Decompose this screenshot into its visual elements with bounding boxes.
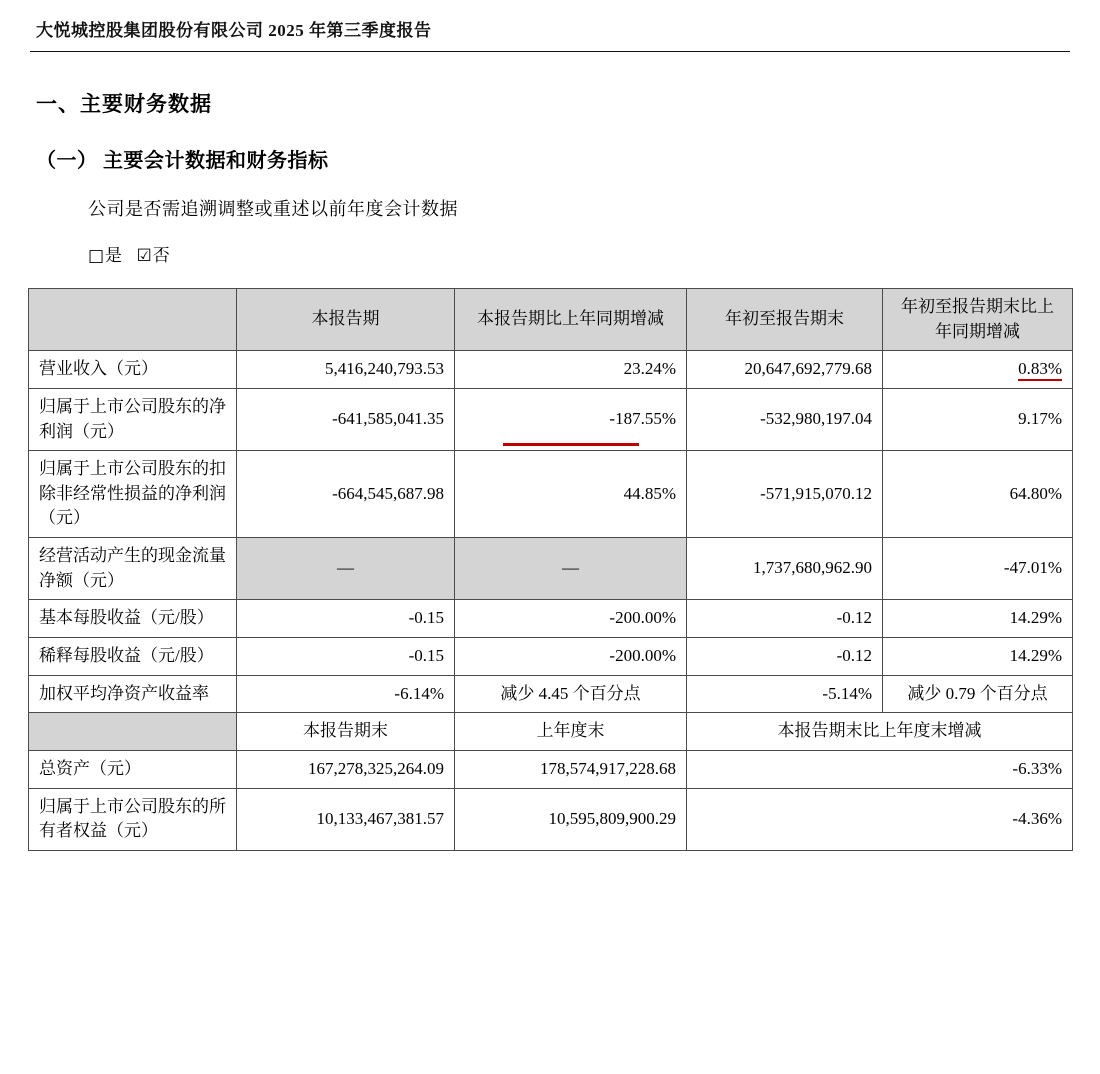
row-value-ytd-change: 减少 0.79 个百分点: [883, 675, 1073, 713]
row-value-ytd: -532,980,197.04: [687, 388, 883, 450]
row-value-current-change: 23.24%: [455, 351, 687, 389]
row-value-current-change: 减少 4.45 个百分点: [455, 675, 687, 713]
row-label: 总资产（元）: [29, 750, 237, 788]
row-value-ytd: -0.12: [687, 600, 883, 638]
table-row: [29, 451, 1073, 538]
highlighted-value: 0.83%: [1018, 359, 1062, 381]
row-value-current: -664,545,687.98: [237, 451, 455, 538]
row-value-ytd-change: 9.17%: [883, 388, 1073, 450]
row-value-current-change: -200.00%: [455, 600, 687, 638]
header-current-period: 本报告期: [237, 289, 455, 351]
row-value-ytd: 20,647,692,779.68: [687, 351, 883, 389]
row-value-current-change: -200.00%: [455, 638, 687, 676]
running-header: 大悦城控股集团股份有限公司 2025 年第三季度报告: [36, 21, 432, 40]
row-label: 稀释每股收益（元/股）: [29, 638, 237, 676]
table-row: [29, 351, 1073, 389]
row-value-current: -0.15: [237, 600, 455, 638]
value-text: -187.55%: [609, 409, 676, 429]
row-value-current-change: —: [455, 538, 687, 600]
row-label: 归属于上市公司股东的扣除非经常性损益的净利润（元）: [29, 451, 237, 538]
retrospective-question: 公司是否需追溯调整或重述以前年度会计数据: [88, 199, 458, 219]
row-value-change: -4.36%: [687, 788, 1073, 850]
header-ytd-change: 年初至报告期末比上年同期增减: [883, 289, 1073, 351]
table-row: [29, 788, 1073, 850]
row-value-prior-year-end: 178,574,917,228.68: [455, 750, 687, 788]
table-row: [29, 538, 1073, 600]
row-value-period-end: 167,278,325,264.09: [237, 750, 455, 788]
section-heading-2: （一） 主要会计数据和财务指标: [36, 150, 329, 172]
row-value-ytd: -5.14%: [687, 675, 883, 713]
red-annotation-underline: [503, 443, 639, 446]
table-header-row: [29, 289, 1073, 351]
subheader-prior-year-end: 上年度末: [455, 713, 687, 751]
table-row: [29, 750, 1073, 788]
row-value-current: -641,585,041.35: [237, 388, 455, 450]
row-value-current: -0.15: [237, 638, 455, 676]
table-subheader-row: [29, 713, 1073, 751]
row-label: 经营活动产生的现金流量净额（元）: [29, 538, 237, 600]
row-value-change: -6.33%: [687, 750, 1073, 788]
row-value-ytd-change: 14.29%: [883, 600, 1073, 638]
row-value-ytd: -0.12: [687, 638, 883, 676]
header-ytd: 年初至报告期末: [687, 289, 883, 351]
row-label: 营业收入（元）: [29, 351, 237, 389]
row-label: 加权平均净资产收益率: [29, 675, 237, 713]
row-label: 归属于上市公司股东的所有者权益（元）: [29, 788, 237, 850]
row-value-ytd-change: -47.01%: [883, 538, 1073, 600]
row-value-period-end: 10,133,467,381.57: [237, 788, 455, 850]
row-label: 基本每股收益（元/股）: [29, 600, 237, 638]
subheader-period-end: 本报告期末: [237, 713, 455, 751]
row-value-current: —: [237, 538, 455, 600]
choice-no[interactable]: ☑否: [136, 246, 171, 266]
row-value-ytd: -571,915,070.12: [687, 451, 883, 538]
header-corner: [29, 289, 237, 351]
row-value-current: -6.14%: [237, 675, 455, 713]
row-value-current: 5,416,240,793.53: [237, 351, 455, 389]
financial-highlights-table: [28, 288, 1073, 851]
table-row: [29, 638, 1073, 676]
row-value-ytd-change: [883, 351, 1073, 389]
subheader-change: 本报告期末比上年度末增减: [687, 713, 1073, 751]
row-value-ytd: 1,737,680,962.90: [687, 538, 883, 600]
choice-row: [88, 241, 1100, 266]
row-label: 归属于上市公司股东的净利润（元）: [29, 388, 237, 450]
table-row: [29, 388, 1073, 450]
subheader-corner: [29, 713, 237, 751]
table-row: [29, 675, 1073, 713]
row-value-current-change: 44.85%: [455, 451, 687, 538]
row-value-ytd-change: 64.80%: [883, 451, 1073, 538]
table-row: [29, 600, 1073, 638]
header-current-period-change: 本报告期比上年同期增减: [455, 289, 687, 351]
row-value-prior-year-end: 10,595,809,900.29: [455, 788, 687, 850]
header-divider: [30, 51, 1070, 52]
section-heading-1: 一、主要财务数据: [36, 92, 212, 116]
row-value-ytd-change: 14.29%: [883, 638, 1073, 676]
choice-yes[interactable]: □是: [88, 246, 124, 266]
row-value-current-change: [455, 388, 687, 450]
